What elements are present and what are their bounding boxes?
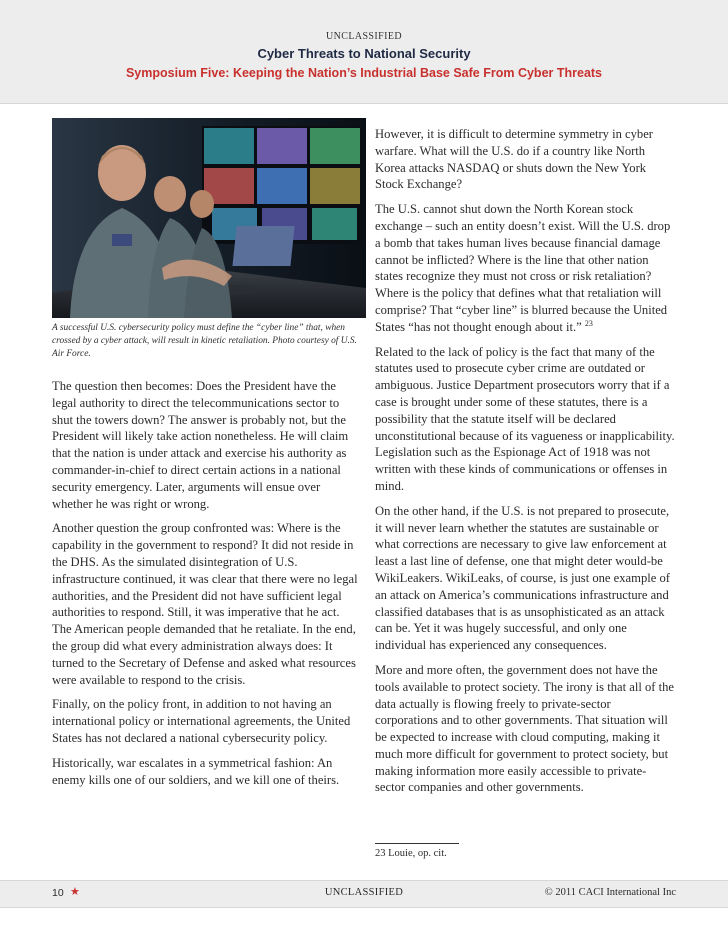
footnote-reference[interactable]: 23 — [584, 318, 593, 328]
paragraph: On the other hand, if the U.S. is not prepared to prosecute, it will never learn whether the statutes are sustainable or what corrections are necessary to give law enforcement at least a last line of defense, one that might deter would-be WikiLeakers. WikiLeaks, of course, is just one example of an attack on America’s communications infrastructure and classified databases that is as unsophisticated as an attack can be. Yet it was hugely successful, and only one individual has experienced any consequences. — [375, 503, 670, 653]
photo-illustration — [52, 118, 366, 318]
paragraph: The question then becomes: Does the President have the legal authority to direct the telecommunications sector to shut the towers down? The answer is probably not, but the President will likely take action nonetheless. He will claim that the nation is under attack and exercise his authority as commander-in-chief to direct certain actions in a national security emergency. Later, arguments will ensue over whether he was right or wrong. — [52, 379, 349, 511]
paragraph: Finally, on the policy front, in addition to not having an international policy or international agreements, the United States has not declared a national cybersecurity policy. — [52, 697, 351, 745]
classification-header: UNCLASSIFIED — [326, 31, 402, 42]
page-number: 10 — [52, 887, 64, 899]
copyright-notice: © 2011 CACI International Inc — [544, 887, 676, 898]
left-column — [52, 378, 358, 796]
footnote-divider — [375, 843, 459, 844]
photo-cyber-operations-center — [52, 118, 366, 318]
photo-caption: A successful U.S. cybersecurity policy must define the “cyber line” that, when crossed by a cyber attack, will result in kinetic retaliation. Photo courtesy of U.S. Air Force. — [52, 323, 357, 359]
paragraph: Related to the lack of policy is the fact that many of the statutes used to prosecute cyber crime are outdated or ambiguous. Justice Department prosecutors worry that if a case is brought under some of these statutes, there is a possibility that the statute itself will be declared unconstitutional because of its vagueness or inapplicability. Legislation such as the Espionage Act of 1918 was not written with these kinds of communications or offenses in mind. — [375, 344, 675, 493]
report-title: Cyber Threats to National Security — [257, 46, 471, 61]
symposium-title: Symposium Five: Keeping the Nation’s Industrial Base Safe From Cyber Threats — [125, 66, 603, 80]
footnote: 23 Louie, op. cit. — [375, 848, 447, 859]
paragraph: More and more often, the government does not have the tools available to protect society. The irony is that all of the data actually is flowing freely to private-sector corporations and to other governments. That situation will be expected to increase with cloud computing, making it much more difficult for government to protect society, but making information more easily accessible to private-sector companies and other governments. — [375, 662, 675, 795]
star-icon: ★ — [70, 885, 80, 898]
paragraph-text: The U.S. cannot shut down the North Korean stock exchange – such an entity doesn’t exist. Will the U.S. drop a bomb that takes human lives because financial damage cannot be inflicted? Where is the line that other nation states recognize they must not cross or risk retaliation? Where is the policy that defines what that retaliation will comprise? That “cyber line” is blurred because the United States “has not thought enough about it.” — [375, 202, 671, 334]
paragraph: Historically, war escalates in a symmetrical fashion: An enemy kills one of our soldiers, and we kill one of theirs. — [52, 755, 340, 787]
paragraph-with-footnote — [375, 201, 675, 335]
paragraph: However, it is difficult to determine symmetry in cyber warfare. What will the U.S. do if a country like North Korea attacks NASDAQ or shuts down the New York Stock Exchange? — [375, 127, 654, 192]
classification-footer: UNCLASSIFIED — [324, 887, 404, 898]
paragraph: Another question the group confronted was: Where is the capability in the government to respond? It did not reside in the DHS. As the simulated disintegration of U.S. infrastructure continued, it was clear that there were no legal authorities, and the President did not have sufficient legal authorities to respond. Still, it was imperative that he act. The American people demanded that he retaliate. In the end, the group did what every administration always does: It turned to the Secretary of Defense and asked what resources were available to respond to the crisis. — [52, 521, 358, 687]
right-column — [375, 126, 675, 804]
